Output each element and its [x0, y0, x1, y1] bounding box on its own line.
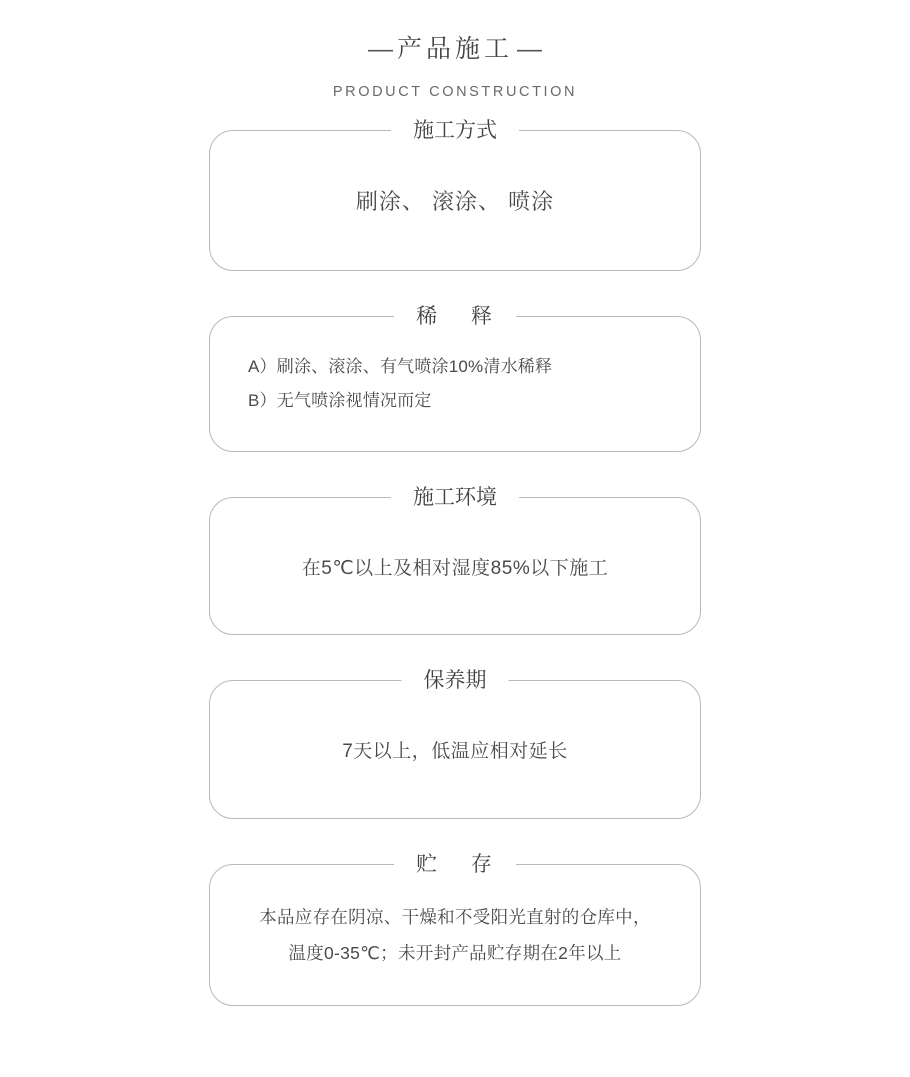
card-title: 施工方式: [391, 118, 519, 144]
page-header: [0, 0, 910, 100]
card-body: [210, 317, 700, 451]
card-dilution: [209, 305, 701, 452]
card-line: 在5℃以上及相对湿度85%以下施工: [301, 557, 609, 579]
page-title: [364, 34, 546, 64]
card-curing-period: [209, 669, 701, 819]
card-list: [0, 119, 910, 1006]
title-dash-right: —: [517, 35, 542, 63]
card-construction-method: [209, 119, 701, 271]
card-body: [210, 865, 700, 1005]
page-subtitle: PRODUCT CONSTRUCTION: [332, 84, 578, 100]
card-line: A）刷涂、滚涂、有气喷涂10%清水稀释: [248, 357, 553, 376]
card-line: 刷涂、 滚涂、 喷涂: [355, 189, 555, 214]
card-line: 温度0-35℃；未开封产品贮存期在2年以上: [288, 943, 622, 963]
card-body: [210, 131, 700, 270]
card-environment: [209, 486, 701, 635]
page-title-text: 产品施工: [396, 35, 513, 63]
card-title: 稀 释: [394, 304, 516, 330]
card-title: 贮 存: [394, 852, 516, 878]
card-line: 本品应存在阴凉、干燥和不受阳光直射的仓库中，: [259, 907, 651, 927]
card-body: [210, 681, 700, 818]
card-title: 保养期: [402, 668, 509, 694]
card-body: [210, 498, 700, 634]
card-line: 7天以上，低温应相对延长: [342, 741, 568, 762]
card-storage: [209, 853, 701, 1006]
card-title: 施工环境: [391, 485, 519, 511]
title-dash-left: —: [367, 35, 393, 63]
card-line: B）无气喷涂视情况而定: [248, 391, 432, 410]
